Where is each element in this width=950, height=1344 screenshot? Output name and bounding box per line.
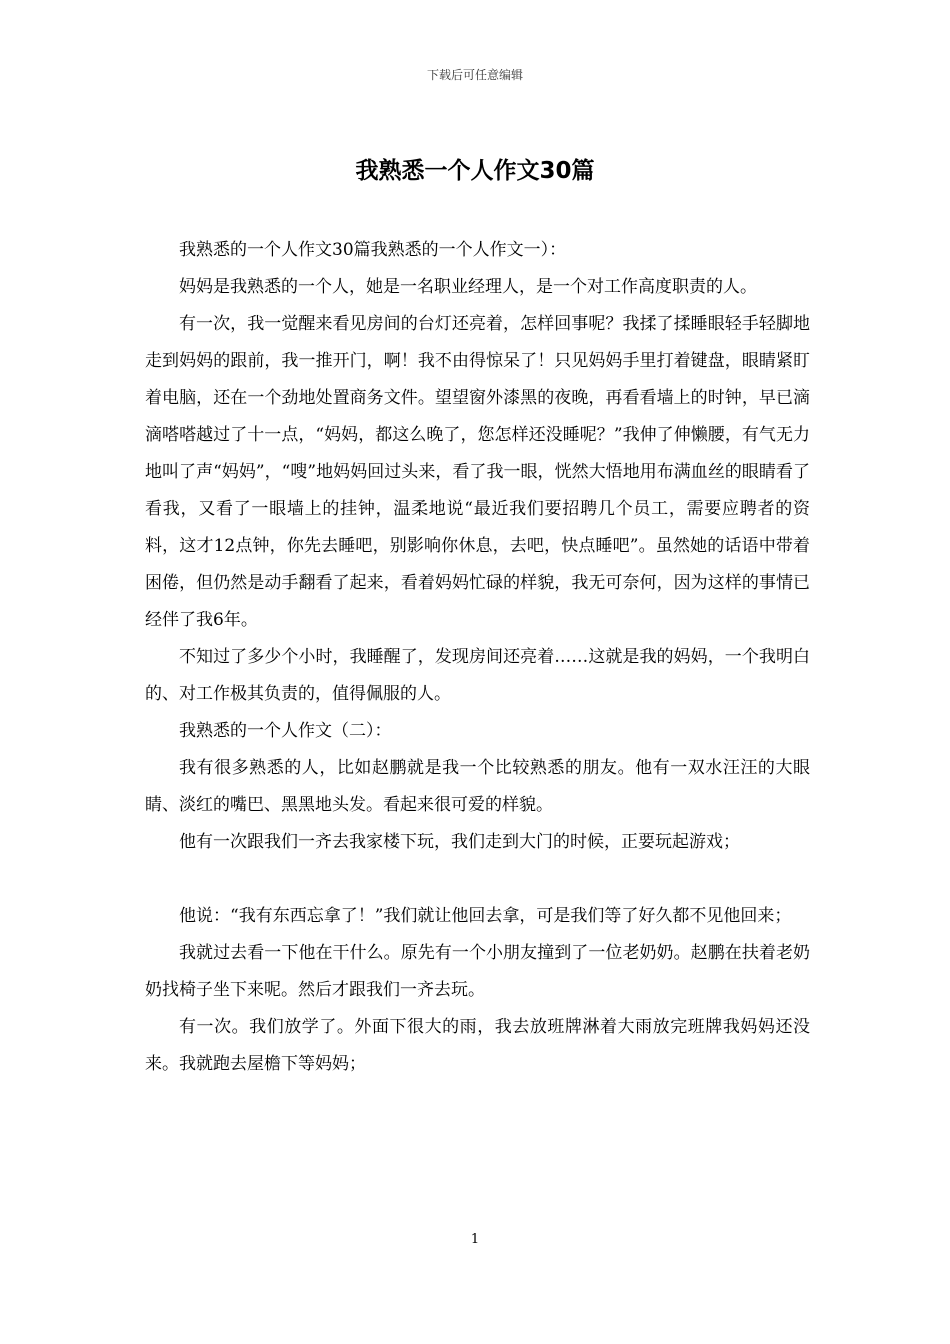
paragraph: 我熟悉的一个人作文30篇我熟悉的一个人作文一）： (179, 240, 567, 260)
paragraph: 我就过去看一下他在干什么。原先有一个小朋友撞到了一位老奶奶。赵鹏在扶着老奶奶找椅子坐下来呢。然后才跟我们一齐去玩。 (145, 943, 810, 1000)
paragraph: 他有一次跟我们一齐去我家楼下玩，我们走到大门的时候，正要玩起游戏； (179, 832, 740, 852)
paragraph: 他说：“我有东西忘拿了！”我们就让他回去拿，可是我们等了好久都不见他回来； (179, 906, 792, 926)
paragraph: 我熟悉的一个人作文（二）： (179, 721, 392, 741)
paragraph: 有一次。我们放学了。外面下很大的雨，我去放班牌淋着大雨放完班牌我妈妈还没来。我就跑去屋檐下等妈妈； (145, 1017, 810, 1074)
paragraph: 有一次，我一觉醒来看见房间的台灯还亮着，怎样回事呢？我揉了揉睡眼轻手轻脚地走到妈妈的跟前，我一推开门，啊！我不由得惊呆了！只见妈妈手里打着键盘，眼睛紧盯着电脑，还在一个劲地处置商务文件。望望窗外漆黑的夜晚，再看看墙上的时钟，早已滴滴嗒嗒越过了十一点，“妈妈，都这么晚了，您怎样还没睡呢？”我伸了伸懒腰，有气无力地叫了声“妈妈”，“嗖”地妈妈回过头来，看了我一眼，恍然大悟地用布满血丝的眼睛看了看我，又看了一眼墙上的挂钟，温柔地说“最近我们要招聘几个员工，需要应聘者的资料，这才12点钟，你先去睡吧，别影响你休息，去吧，快点睡吧”。虽然她的话语中带着困倦，但仍然是动手翻看了起来，看着妈妈忙碌的样貌，我无可奈何，因为这样的事情已经伴了我6年。 (145, 314, 810, 630)
paragraph: 妈妈是我熟悉的一个人，她是一名职业经理人，是一个对工作高度职责的人。 (179, 277, 757, 297)
paragraph: 不知过了多少个小时，我睡醒了，发现房间还亮着……这就是我的妈妈，一个我明白的、对工作极其负责的，值得佩服的人。 (145, 647, 810, 704)
page-header: 下载后可任意编辑 (426, 68, 523, 82)
document-title: 我熟悉一个人作文30篇 (355, 158, 595, 184)
document-body (145, 232, 810, 1083)
paragraph: 我有很多熟悉的人，比如赵鹏就是我一个比较熟悉的朋友。他有一双水汪汪的大眼睛、淡红的嘴巴、黑黑地头发。看起来很可爱的样貌。 (145, 758, 810, 815)
page-number: 1 (470, 1232, 480, 1247)
